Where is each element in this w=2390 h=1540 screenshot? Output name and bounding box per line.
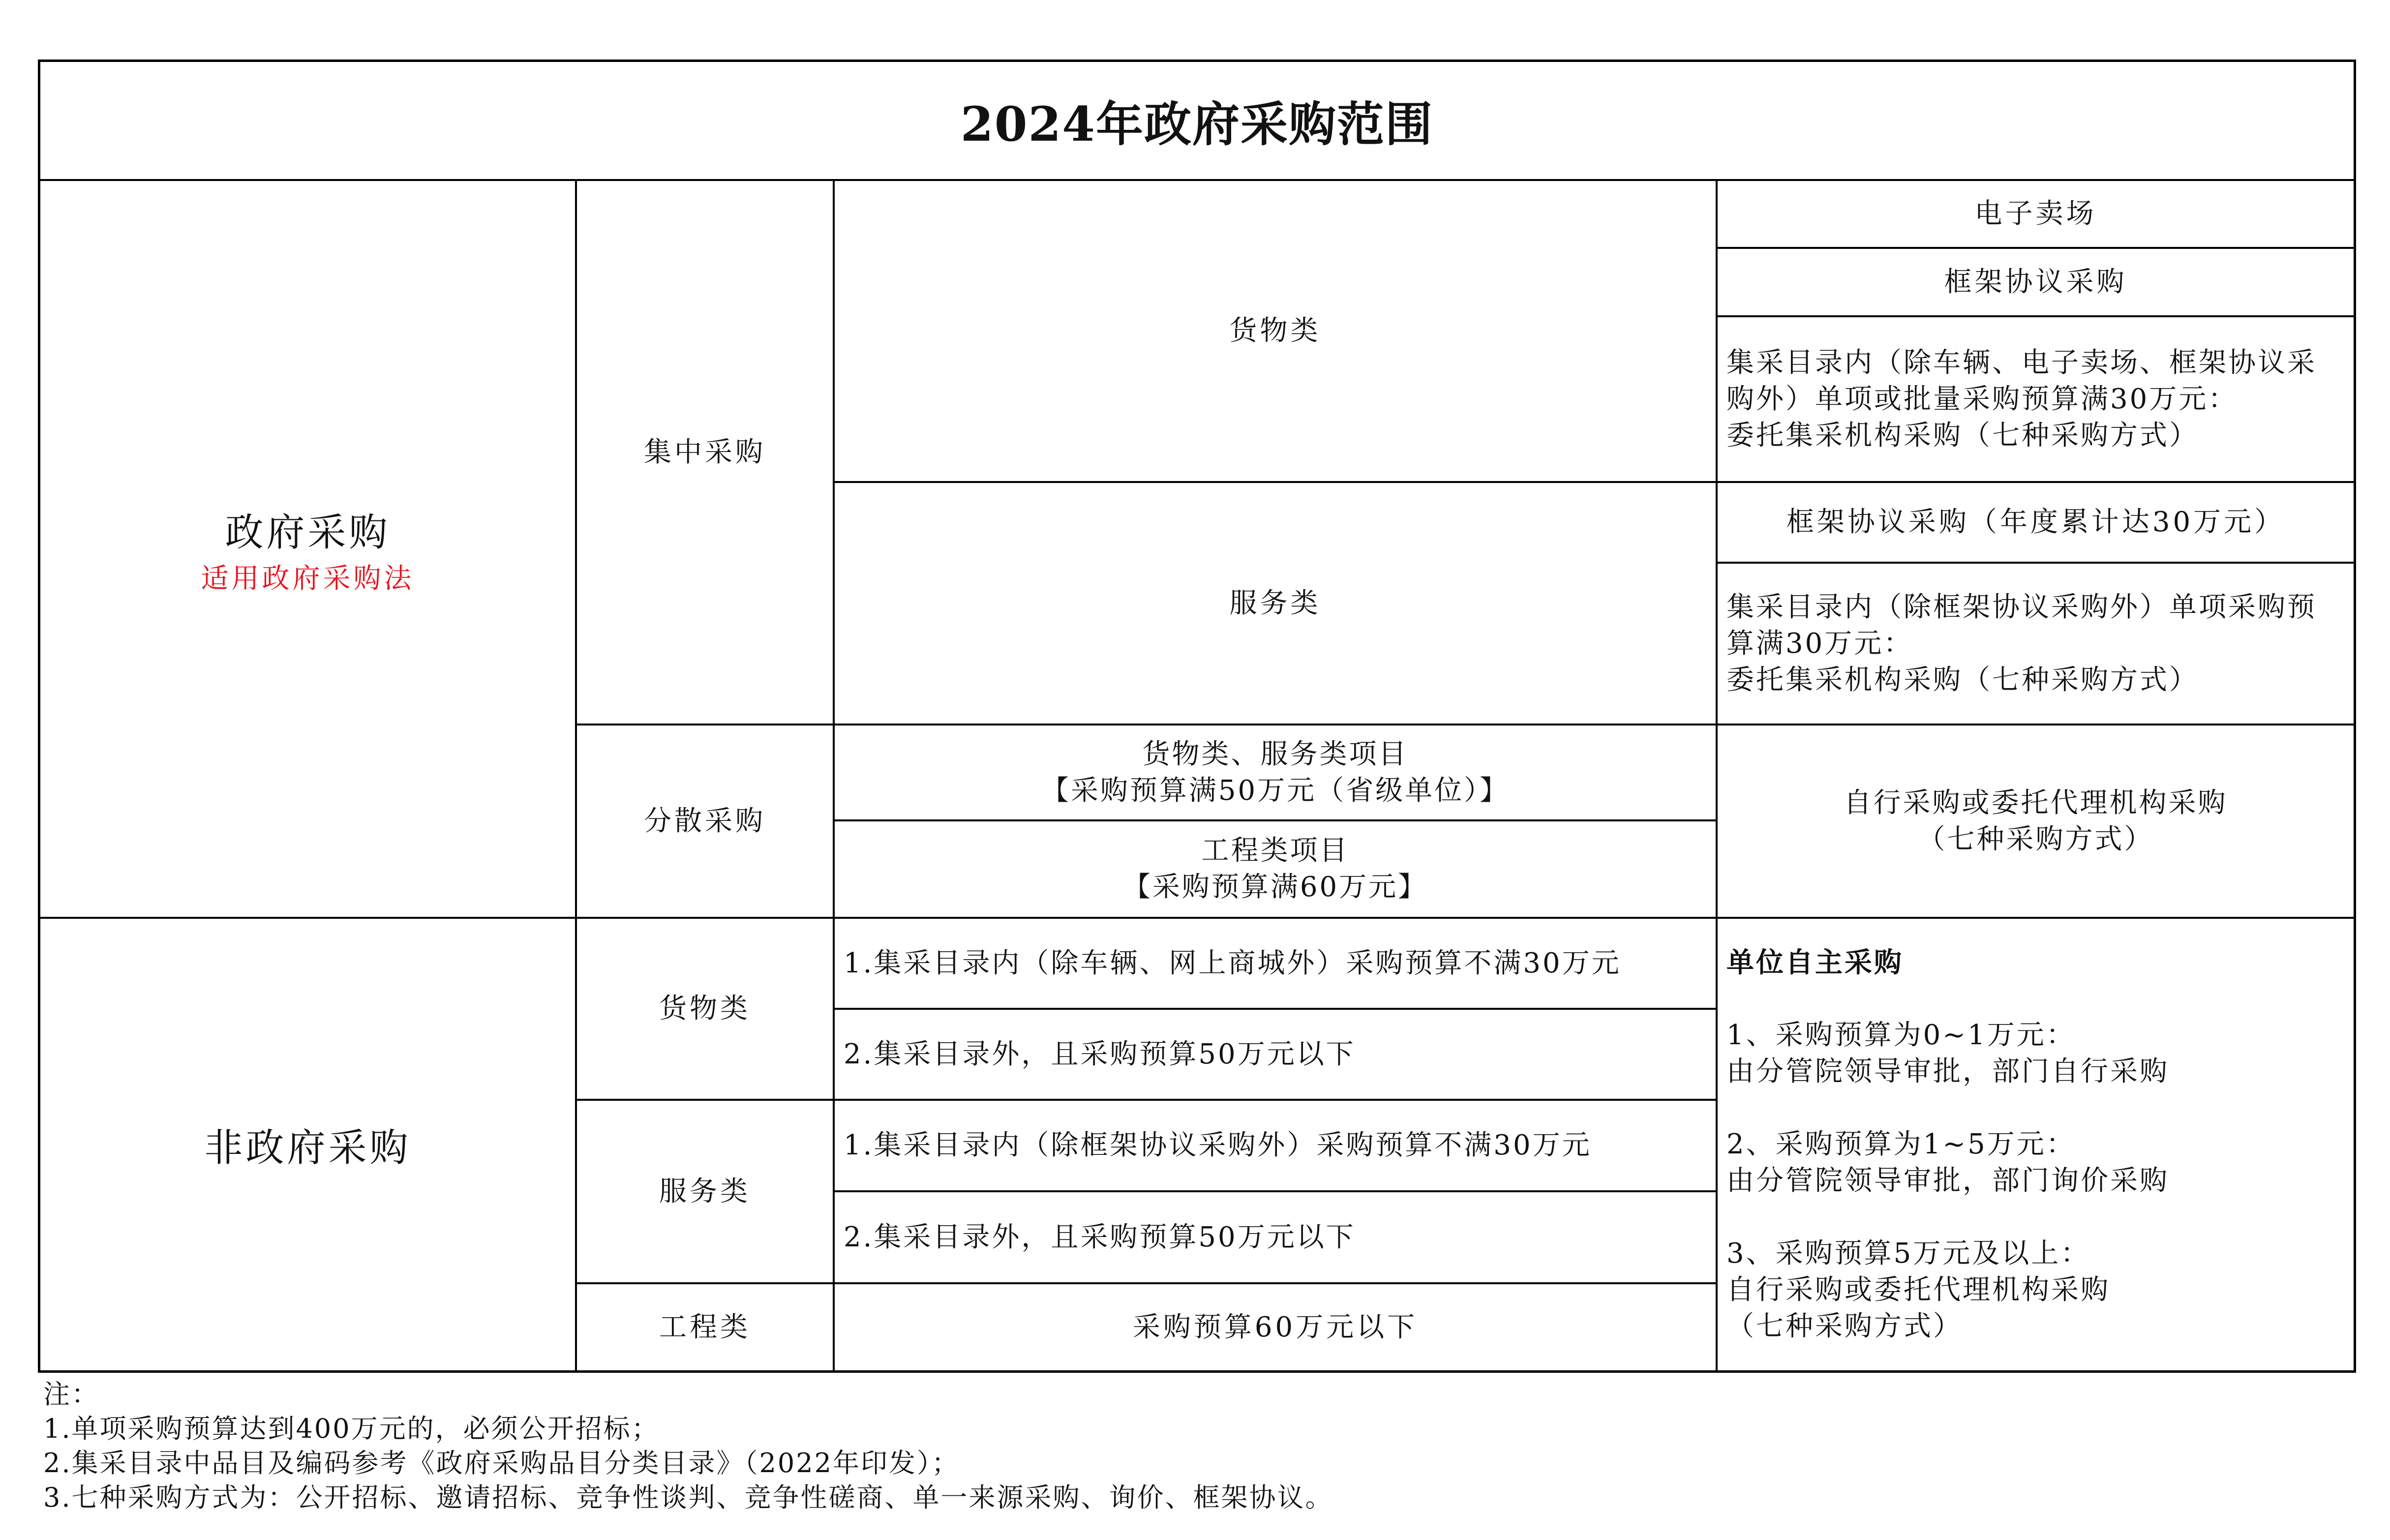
services-entrusted-text: 集采目录内（除框架协议采购外）单项采购预 算满30万元： 委托集采机构采购（七种采购方式） <box>1726 591 2317 696</box>
nongov-goods-item-1-text: 1.集采目录内（除车辆、网上商城外）采购预算不满30万元 <box>844 947 1621 979</box>
nongov-procurement-cell <box>40 919 575 1370</box>
nongov-goods-cell <box>577 919 833 1099</box>
central-goods-label: 货物类 <box>1229 315 1321 347</box>
nongov-goods-item-2-text: 2.集采目录外，且采购预算50万元以下 <box>844 1038 1356 1070</box>
central-goods-cell <box>835 181 1716 481</box>
decentral-method-text: 自行采购或委托代理机构采购 （七种采购方式） <box>1844 786 2228 855</box>
procurement-scope-table <box>38 60 2356 1373</box>
decentral-goods-services-cell <box>835 725 1716 819</box>
services-entrusted-cell <box>1718 564 2354 724</box>
central-services-label: 服务类 <box>1229 587 1321 619</box>
decentral-method-cell <box>1718 725 2354 917</box>
e-mall-label: 电子卖场 <box>1974 198 2097 230</box>
nongov-engineering-label: 工程类 <box>659 1311 751 1343</box>
gov-procurement-label: 政府采购 <box>225 511 391 555</box>
page-title <box>40 62 2354 179</box>
self-procurement-content <box>1726 944 2169 1345</box>
decentralized-procurement-label: 分散采购 <box>644 805 766 837</box>
nongov-services-cell <box>577 1101 833 1282</box>
nongov-engineering-item <box>835 1284 1716 1370</box>
decentral-engineering-cell <box>835 821 1716 917</box>
goods-framework-cell <box>1718 249 2354 315</box>
centralized-procurement-label: 集中采购 <box>644 436 766 468</box>
nongov-engineering-item-text: 采购预算60万元以下 <box>1132 1311 1418 1343</box>
nongov-goods-item-1 <box>835 919 1716 1008</box>
note-1: 1.单项采购预算达到400万元的，必须公开招标； <box>43 1413 660 1444</box>
goods-entrusted-text: 集采目录内（除车辆、电子卖场、框架协议采 购外）单项或批量采购预算满30万元： 委托集采机构采购（七种采购方式） <box>1726 346 2317 452</box>
nongov-services-item-1-text: 1.集采目录内（除框架协议采购外）采购预算不满30万元 <box>844 1129 1592 1161</box>
self-procurement-heading: 单位自主采购 <box>1726 946 1904 979</box>
self-procurement-rule-3: 3、采购预算5万元及以上： 自行采购或委托代理机构采购 （七种采购方式） <box>1726 1238 2110 1342</box>
gov-procurement-cell <box>40 181 575 917</box>
notes-heading: 注： <box>43 1379 99 1410</box>
centralized-procurement-cell <box>577 181 833 724</box>
services-framework-cell <box>1718 483 2354 562</box>
self-procurement-rule-2: 2、采购预算为1~5万元： 由分管院领导审批，部门询价采购 <box>1726 1128 2169 1197</box>
goods-entrusted-cell <box>1718 317 2354 481</box>
note-3: 3.七种采购方式为：公开招标、邀请招标、竞争性谈判、竞争性磋商、单一来源采购、询价、框架协议。 <box>43 1482 1333 1513</box>
e-mall-cell <box>1718 181 2354 247</box>
central-services-cell <box>835 483 1716 724</box>
nongov-services-item-1 <box>835 1101 1716 1190</box>
nongov-procurement-label: 非政府采购 <box>204 1126 411 1170</box>
nongov-goods-item-2 <box>835 1010 1716 1099</box>
self-procurement-cell <box>1718 919 2354 1370</box>
decentral-engineering-text: 工程类项目 【采购预算满60万元】 <box>1122 835 1428 903</box>
nongov-engineering-cell <box>577 1284 833 1370</box>
note-2: 2.集采目录中品目及编码参考《政府采购品目分类目录》（2022年印发）； <box>43 1448 960 1479</box>
goods-framework-label: 框架协议采购 <box>1944 266 2127 298</box>
nongov-services-item-2 <box>835 1192 1716 1282</box>
notes-section <box>43 1377 1333 1515</box>
nongov-services-label: 服务类 <box>659 1175 751 1208</box>
nongov-services-item-2-text: 2.集采目录外，且采购预算50万元以下 <box>844 1221 1356 1253</box>
decentralized-procurement-cell <box>577 725 833 917</box>
self-procurement-rule-1: 1、采购预算为0~1万元： 由分管院领导审批，部门自行采购 <box>1726 1019 2169 1087</box>
gov-procurement-law-note: 适用政府采购法 <box>201 563 415 595</box>
decentral-goods-services-text: 货物类、服务类项目 【采购预算满50万元（省级单位）】 <box>1041 738 1510 807</box>
nongov-goods-label: 货物类 <box>659 993 751 1025</box>
title-text: 2024年政府采购范围 <box>960 96 1434 152</box>
services-framework-label: 框架协议采购（年度累计达30万元） <box>1786 506 2285 538</box>
